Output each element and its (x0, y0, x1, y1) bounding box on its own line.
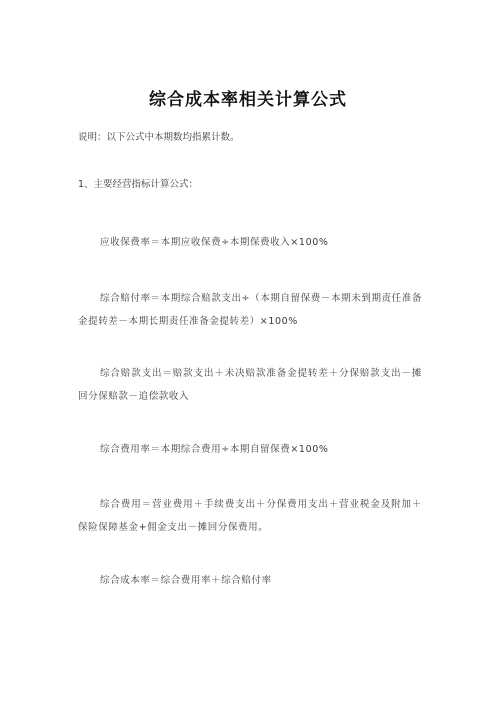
note-text: 说明：以下公式中本期数均指累计数。 (78, 132, 240, 143)
formula-receivable-premium-rate: 应收保费率＝本期应收保费÷本期保费收入×100% (100, 237, 329, 248)
formula-combined-cost-ratio: 综合成本率＝综合费用率＋综合赔付率 (100, 575, 272, 586)
formula-combined-loss-ratio: 综合赔付率＝本期综合赔款支出÷（本期自留保费－本期未到期责任准备金提转差－本期长期责任准备金提转差）×100% (78, 293, 422, 327)
formula-combined-expenses: 综合费用＝营业费用＋手续费支出＋分保费用支出＋营业税金及附加＋保险保障基金+佣金支出－摊回分保费用。 (78, 499, 422, 533)
formula-combined-expense-ratio: 综合费用率＝本期综合费用÷本期自留保费×100% (100, 444, 329, 455)
formula-combined-claims-expense: 综合赔款支出＝赔款支出＋未决赔款准备金提转差＋分保赔款支出－摊回分保赔款－追偿款收入 (78, 368, 422, 402)
section-heading: 1、主要经营指标计算公式： (78, 179, 199, 190)
page-title: 综合成本率相关计算公式 (149, 90, 347, 110)
